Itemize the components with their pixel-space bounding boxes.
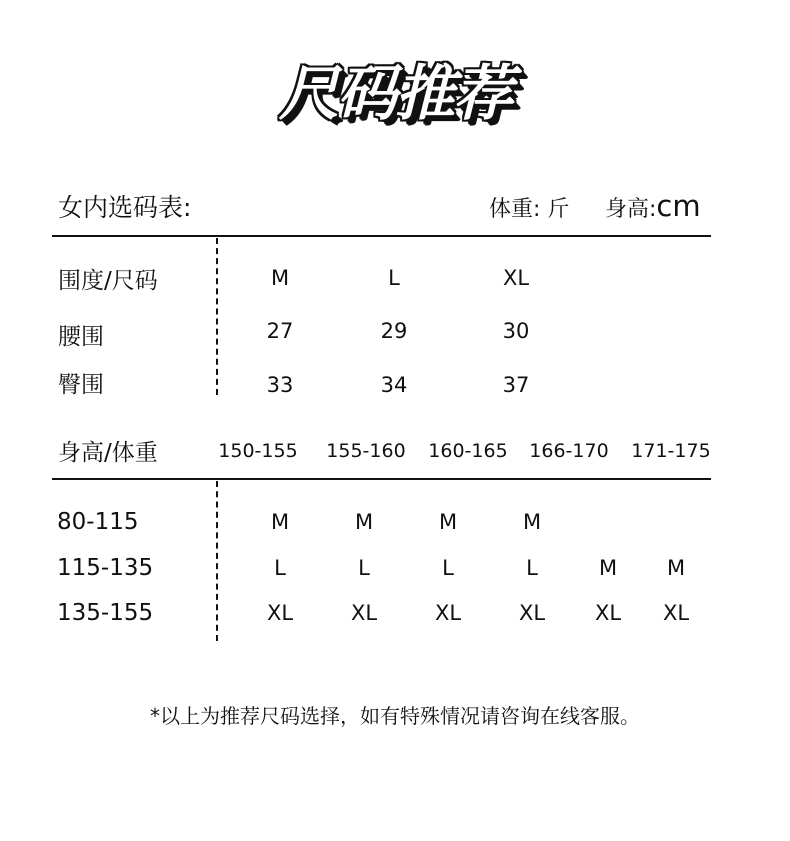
table1-cell: 27 [266,319,294,343]
table1-cell: 33 [266,373,294,397]
table1-row-label: 腰围 [58,324,104,350]
height-prefix: 身高: [605,197,657,222]
table2-cell: L [274,556,286,580]
table2-cell: L [442,556,454,580]
height-range-header: 150-155 [218,440,298,462]
table2-cell: L [526,556,538,580]
table1-cell: 29 [380,319,408,343]
table1-divider [216,238,218,395]
table2-top-rule [52,478,711,480]
section-title: 女内选码表: [58,193,192,222]
size-header: M [270,266,290,290]
table1-cell: 37 [502,373,530,397]
height-unit: cm [656,189,701,223]
table2-cell: L [358,556,370,580]
table2-cell: M [270,510,290,534]
table2-row-label: 115-135 [57,555,154,581]
footnote: *以上为推荐尺码选择，如有特殊情况请咨询在线客服。 [150,704,640,728]
table1-row-label: 臀围 [58,372,104,398]
height-unit-label [605,189,701,223]
table1-top-rule [52,235,711,237]
table1-cell: 30 [502,319,530,343]
table2-cell: M [522,510,542,534]
page-title: 尺码推荐 [279,59,511,129]
table2-cell: M [354,510,374,534]
table1-header-label: 围度/尺码 [58,268,158,294]
table2-cell: XL [434,601,462,625]
table1-cell: 34 [380,373,408,397]
size-header: XL [502,266,530,290]
table2-cell: XL [662,601,690,625]
table2-header-label: 身高/体重 [58,440,158,466]
weight-unit: 体重: 斤 [489,197,570,222]
size-header: L [388,266,400,290]
height-range-header: 155-160 [326,440,406,462]
table2-cell: M [438,510,458,534]
table2-cell: XL [518,601,546,625]
table2-cell: XL [594,601,622,625]
table2-cell: M [666,556,686,580]
table2-row-label: 135-155 [57,600,154,626]
height-range-header: 160-165 [428,440,508,462]
table2-divider [216,481,218,641]
table2-cell: XL [350,601,378,625]
table2-cell: M [598,556,618,580]
table2-cell: XL [266,601,294,625]
height-range-header: 166-170 [529,440,609,462]
height-range-header: 171-175 [631,440,711,462]
table2-row-label: 80-115 [57,509,139,535]
